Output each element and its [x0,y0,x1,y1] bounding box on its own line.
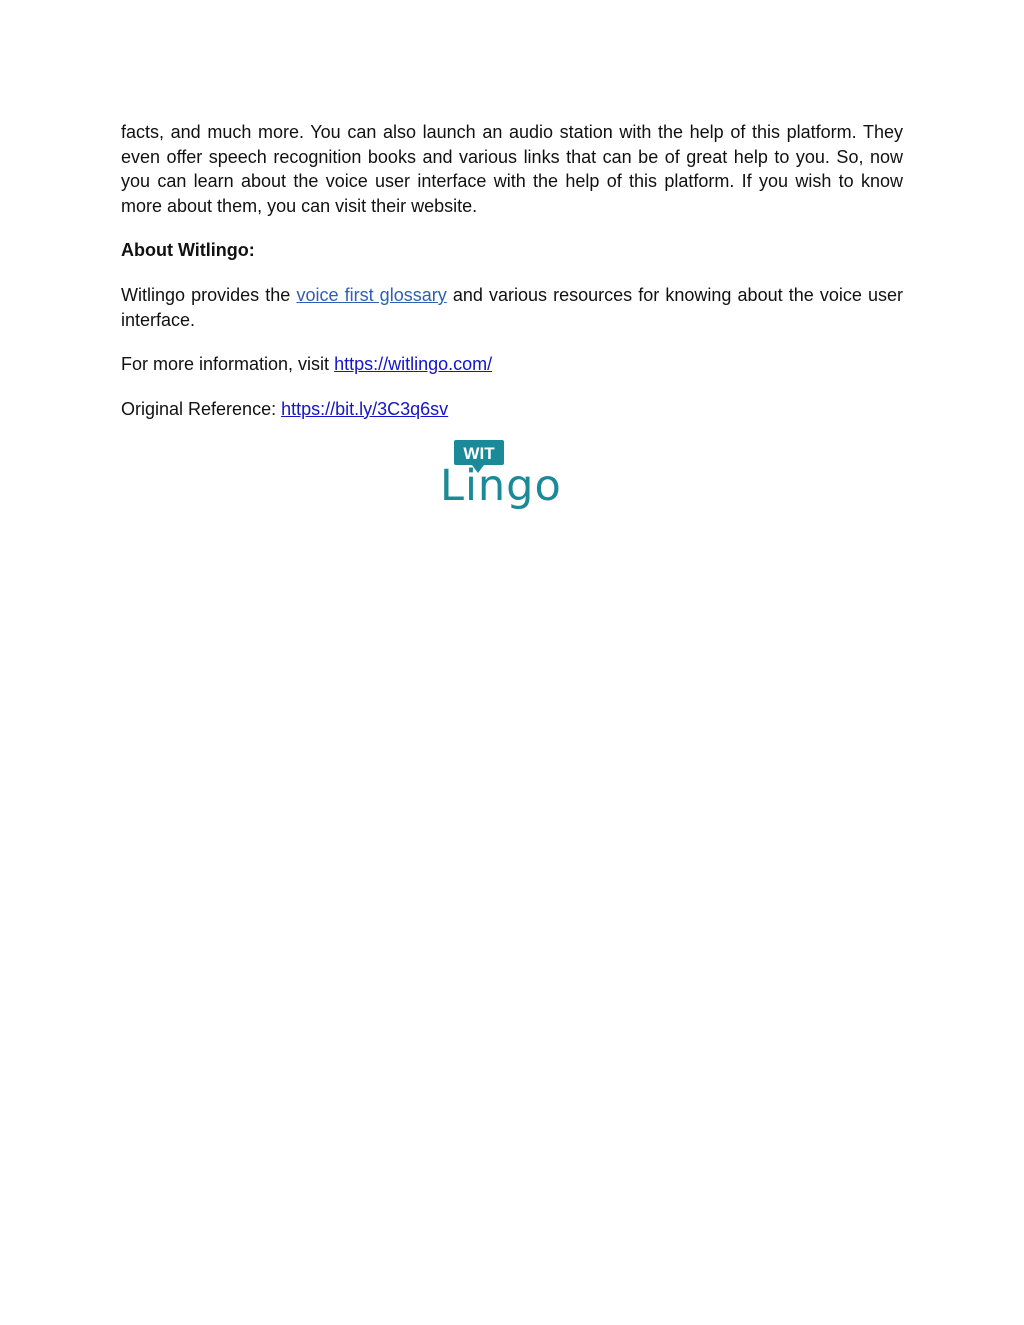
about-heading: About Witlingo: [121,240,255,261]
witlingo-logo [438,438,588,512]
about-paragraph [121,283,903,332]
document-body [121,120,903,441]
reference-label: Original Reference: [121,398,282,419]
original-reference-link[interactable]: https://bit.ly/3C3q6sv [281,398,449,419]
intro-paragraph: facts, and much more. You can also launch an audio station with the help of this platform. They even offer speech recognition books and various links that can be of great help to you. So, now you can learn about the voice user interface with the help of this platform. If you wish to know more about them, you can visit their website. [121,122,903,216]
reference-line [121,397,903,422]
more-info-label: For more information, visit [121,354,335,375]
about-text-after-link: and various resources for knowing about the voice user interface. [121,284,904,330]
logo-badge-text: WIT [463,444,495,463]
voice-first-glossary-link[interactable]: voice first glossary [296,284,447,305]
more-info-line [121,352,903,377]
about-text-before-link: Witlingo provides the [121,284,297,305]
witlingo-website-link[interactable]: https://witlingo.com/ [334,354,493,375]
logo-wordmark: Lingo [440,461,562,511]
